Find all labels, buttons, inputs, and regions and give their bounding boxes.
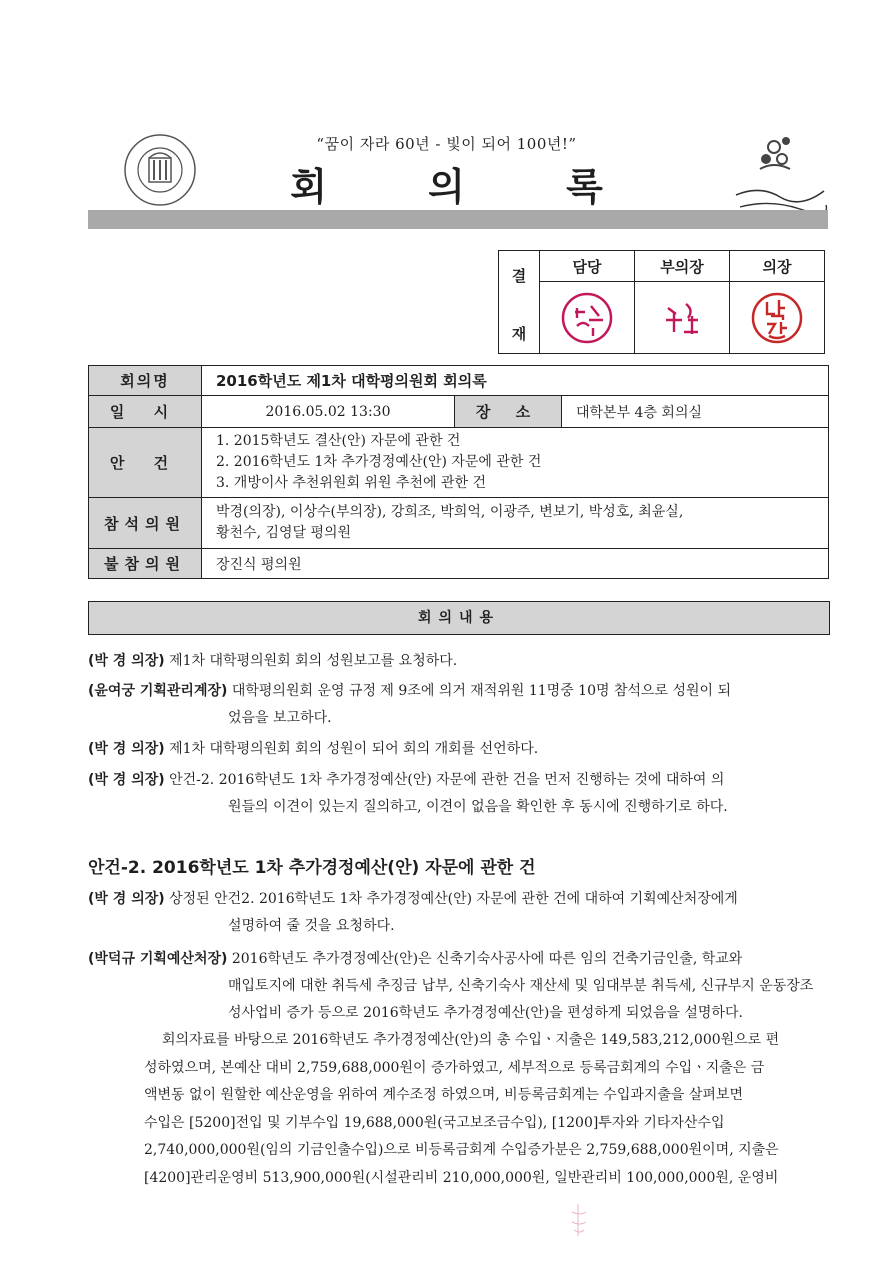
minute-text: 대학평의원회 운영 규정 제 9조에 의거 재적위원 11명중 10명 참석으로 성원이 되 <box>231 683 732 699</box>
meeting-name-label: 회의명 <box>89 366 202 396</box>
minute-entry <box>88 678 828 732</box>
detail-line: 액변동 없이 원할한 예산운영을 위하여 계수조정 하였으며, 비등록금회계는 수입과지출을 살펴보면 <box>144 1087 743 1103</box>
approval-column-vice-chair: 부의장 <box>635 251 730 282</box>
detail-line: [4200]관리운영비 513,900,000원(시설관리비 210,000,000원, 일반관리비 100,000,000원, 운영비 <box>144 1169 779 1186</box>
minute-entry <box>88 648 828 675</box>
detail-line: 수입은 [5200]전입 및 기부수입 19,688,000원(국고보조금수입), [1200]투자와 기타자산수입 <box>144 1114 725 1131</box>
minute-text: 2016학년도 추가경정예산(안)은 신축기숙사공사에 따른 임의 건축기금인출, 학교와 <box>231 951 743 967</box>
seal-stamp-chair <box>749 290 805 346</box>
meeting-content-header: 회의내용 <box>88 601 830 635</box>
seal-stamp-manager <box>559 290 615 346</box>
place-value: 대학본부 4층 회의실 <box>562 396 829 428</box>
date-label: 일 시 <box>89 396 202 428</box>
speaker: (박 경 의장) <box>88 741 165 757</box>
agenda-item: 2. 2016학년도 1차 추가경정예산(안) 자문에 관한 건 <box>216 454 542 470</box>
stamp-cell-vice-chair <box>635 282 730 354</box>
approval-side-label: 결 재 <box>499 251 540 354</box>
budget-detail-paragraph <box>144 1027 828 1192</box>
date-value: 2016.05.02 13:30 <box>202 396 455 428</box>
detail-line: 회의자료를 바탕으로 2016학년도 추가경정예산(안)의 총 수입ㆍ지출은 149,583,212,000원으로 편 <box>162 1032 780 1048</box>
place-label: 장 소 <box>455 396 562 428</box>
speaker: (박 경 의장) <box>88 653 165 669</box>
detail-line: 2,740,000,000원(임의 기금인출수입)으로 비등록금회계 수입증가분은 2,759,688,000원이며, 지출은 <box>144 1142 779 1158</box>
agenda-item: 1. 2015학년도 결산(안) 자문에 관한 건 <box>216 433 461 449</box>
slogan: “꿈이 자라 60년 - 빛이 되어 100년!” <box>316 135 577 153</box>
section-heading: 안건-2. 2016학년도 1차 추가경정예산(안) 자문에 관한 건 <box>88 858 536 878</box>
minute-text: 제1차 대학평의원회 회의 성원보고를 요청하다. <box>169 653 458 669</box>
agenda-item: 3. 개방이사 추천위원회 위원 추천에 관한 건 <box>216 475 486 491</box>
absent-value: 장진식 평의원 <box>202 549 829 579</box>
agenda-list <box>202 428 829 498</box>
minute-text: 었음을 보고하다. <box>228 710 332 726</box>
speaker: (박 경 의장) <box>88 891 165 907</box>
approval-column-chair: 의장 <box>730 251 825 282</box>
attendees-label: 참석의원 <box>89 498 202 549</box>
minute-entry <box>88 736 828 763</box>
minute-entry <box>88 767 828 821</box>
document-title: 회 의 록 <box>290 164 647 209</box>
speaker: (박 경 의장) <box>88 772 165 788</box>
speaker: (박덕규 기획예산처장) <box>88 951 228 967</box>
minute-text: 제1차 대학평의원회 회의 성원이 되어 회의 개회를 선언하다. <box>169 741 539 757</box>
absent-label: 불참의원 <box>89 549 202 579</box>
minute-text: 안건-2. 2016학년도 1차 추가경정예산(안) 자문에 관한 건을 먼저 진행하는 것에 대하여 의 <box>169 772 725 788</box>
stamp-cell-manager <box>540 282 635 354</box>
meeting-info-table <box>88 365 829 579</box>
approval-column-manager: 담당 <box>540 251 635 282</box>
stamp-cell-chair <box>730 282 825 354</box>
minute-text: 상정된 안건2. 2016학년도 1차 추가경정예산(안) 자문에 관한 건에 대하여 기획예산처장에게 <box>169 891 738 907</box>
header-divider-bar <box>88 210 828 229</box>
minute-text: 매입토지에 대한 취득세 추징금 납부, 신축기숙사 재산세 및 임대부분 취득세, 신규부지 운동장조 <box>228 978 814 994</box>
approval-table <box>498 250 825 354</box>
detail-line: 성하였으며, 본예산 대비 2,759,688,000원이 증가하였고, 세부적으로 등록금회계의 수입ㆍ지출은 금 <box>144 1059 765 1076</box>
page-mark <box>560 1200 600 1240</box>
speaker: (윤여궁 기획관리계장) <box>88 683 228 699</box>
minute-entry <box>88 886 828 940</box>
attendees-line: 박경(의장), 이상수(부의장), 강희조, 박희억, 이광주, 변보기, 박성호, 최윤실, <box>216 504 684 520</box>
seal-stamp-vice-chair <box>654 290 710 346</box>
agenda-label: 안 건 <box>89 428 202 498</box>
minute-text: 원들의 이견이 있는지 질의하고, 이견이 없음을 확인한 후 동시에 진행하기로 하다. <box>228 799 728 815</box>
meeting-name-value: 2016학년도 제1차 대학평의원회 회의록 <box>202 366 829 396</box>
minute-text: 설명하여 줄 것을 요청하다. <box>228 918 395 934</box>
minute-text: 성사업비 증가 등으로 2016학년도 추가경정예산(안)을 편성하게 되었음을 설명하다. <box>228 1005 743 1021</box>
minute-entry <box>88 946 828 1027</box>
attendees-line: 황천수, 김영달 평의원 <box>216 525 352 541</box>
attendees-list <box>202 498 829 549</box>
